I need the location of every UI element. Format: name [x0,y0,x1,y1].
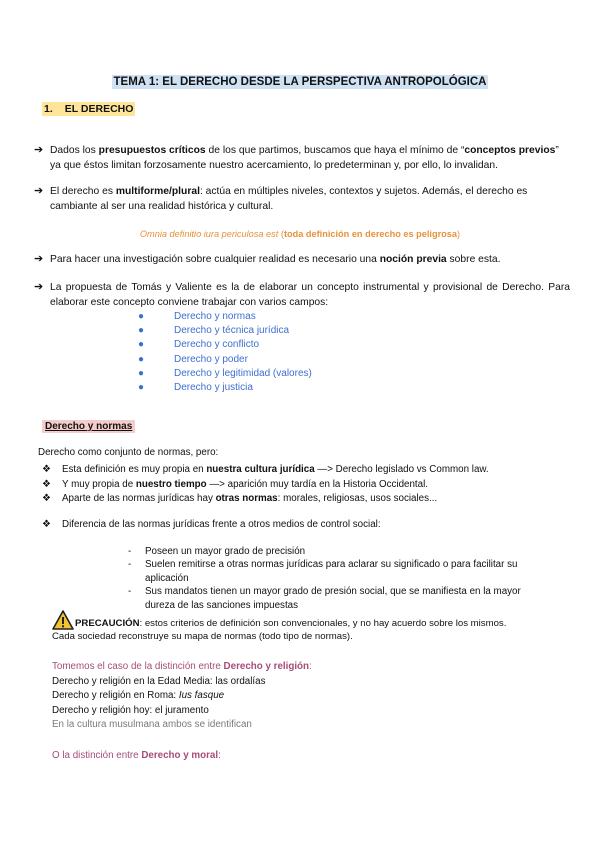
list-item: ● Derecho y legitimidad (valores) [138,367,312,381]
list-item: ❖ Aparte de las normas jurídicas hay otras normas: morales, religiosas, usos sociales... [42,492,562,507]
diamond-list [42,463,562,532]
bullet-icon: ● [138,353,145,365]
religion-line: En la cultura musulmana ambos se identifican [52,719,252,730]
latin-quote: Omnia definitio iura periculosa est (toda definición en derecho es peligrosa) [139,229,461,239]
paragraph-presupuestos: ➔ Dados los presupuestos críticos de los que partimos, buscamos que haya el mínimo de “conceptos previos” ya que éstos limitan forzosamente nuestro acercamiento, lo predeterminan y, por ello, lo invalidan. [34,144,559,171]
bullet-icon: ● [138,367,145,379]
bullet-icon: ● [138,339,145,351]
religion-line: Derecho y religión hoy: el juramento [52,704,209,716]
religion-line: Derecho y religión en Roma: Ius fasque [52,690,225,701]
list-item: ❖ Diferencia de las normas jurídicas frente a otros medios de control social: [42,518,562,533]
religion-heading: Tomemos el caso de la distinción entre Derecho y religión: [52,661,312,672]
bullet-icon: ● [138,311,145,322]
bullet-icon: ● [138,382,145,394]
paragraph-multiforme: ➔ El derecho es multiforme/plural: actúa en múltiples niveles, contextos y sujetos. Además, el derecho es cambiante al ser una realidad histórica y cultural. [34,185,528,212]
list-item: - Poseen un mayor grado de precisión [128,546,306,557]
list-item: ❖ Y muy propia de nuestro tiempo —> aparición muy tardía en la Historia Occidental. [42,478,562,493]
subsection-heading: Derecho y normas [42,420,135,433]
paragraph-propuesta: ➔ La propuesta de Tomás y Valiente es la de elaborar un concepto instrumental y provisional de Derecho. Para elaborar este concepto conviene trabajar con varios campos: [34,281,570,308]
arrow-icon: ➔ [34,185,44,197]
list-item: - Suelen remitirse a otras normas jurídicas para aclarar su significado o para facilitar su aplicación [128,559,518,584]
arrow-icon: ➔ [34,144,44,156]
list-item: ● Derecho y poder [138,353,312,367]
document-title: TEMA 1: EL DERECHO DESDE LA PERSPECTIVA ANTROPOLÓGICA [113,76,487,88]
diamond-icon: ❖ [42,493,51,504]
list-item: ❖ Esta definición es muy propia en nuestra cultura jurídica —> Derecho legislado vs Common law. [42,463,562,478]
list-item: - Sus mandatos tienen un mayor grado de presión social, que se manifiesta en la mayor dureza de las sanciones impuestas [128,586,521,611]
diamond-icon: ❖ [42,518,51,530]
warning-text-line2: Cada sociedad reconstruye su mapa de normas (todo tipo de normas). [52,631,353,642]
list-item: ● Derecho y conflicto [138,338,312,352]
moral-heading: O la distinción entre Derecho y moral: [52,750,221,761]
arrow-icon: ➔ [34,281,44,293]
fields-list [138,310,312,395]
bullet-icon: ● [138,325,145,337]
differences-list [128,545,548,612]
religion-line: Derecho y religión en la Edad Media: las ordalías [52,675,266,687]
list-item: ● Derecho y normas [138,310,312,324]
diamond-icon: ❖ [42,478,51,490]
religion-section [52,660,312,733]
list-item: ● Derecho y justicia [138,381,312,395]
arrow-icon: ➔ [34,253,44,265]
section-heading: 1. EL DERECHO [44,103,134,115]
intro-normas: Derecho como conjunto de normas, pero: [38,447,219,458]
list-item: ● Derecho y técnica jurídica [138,324,312,338]
paragraph-nocion-previa: ➔ Para hacer una investigación sobre cualquier realidad es necesario una noción previa sobre esta. [34,253,501,265]
diamond-icon: ❖ [42,464,51,475]
warning-text: PRECAUCIÓN: estos criterios de definición son convencionales, y no hay acuerdo sobre los mismos. [75,618,507,629]
